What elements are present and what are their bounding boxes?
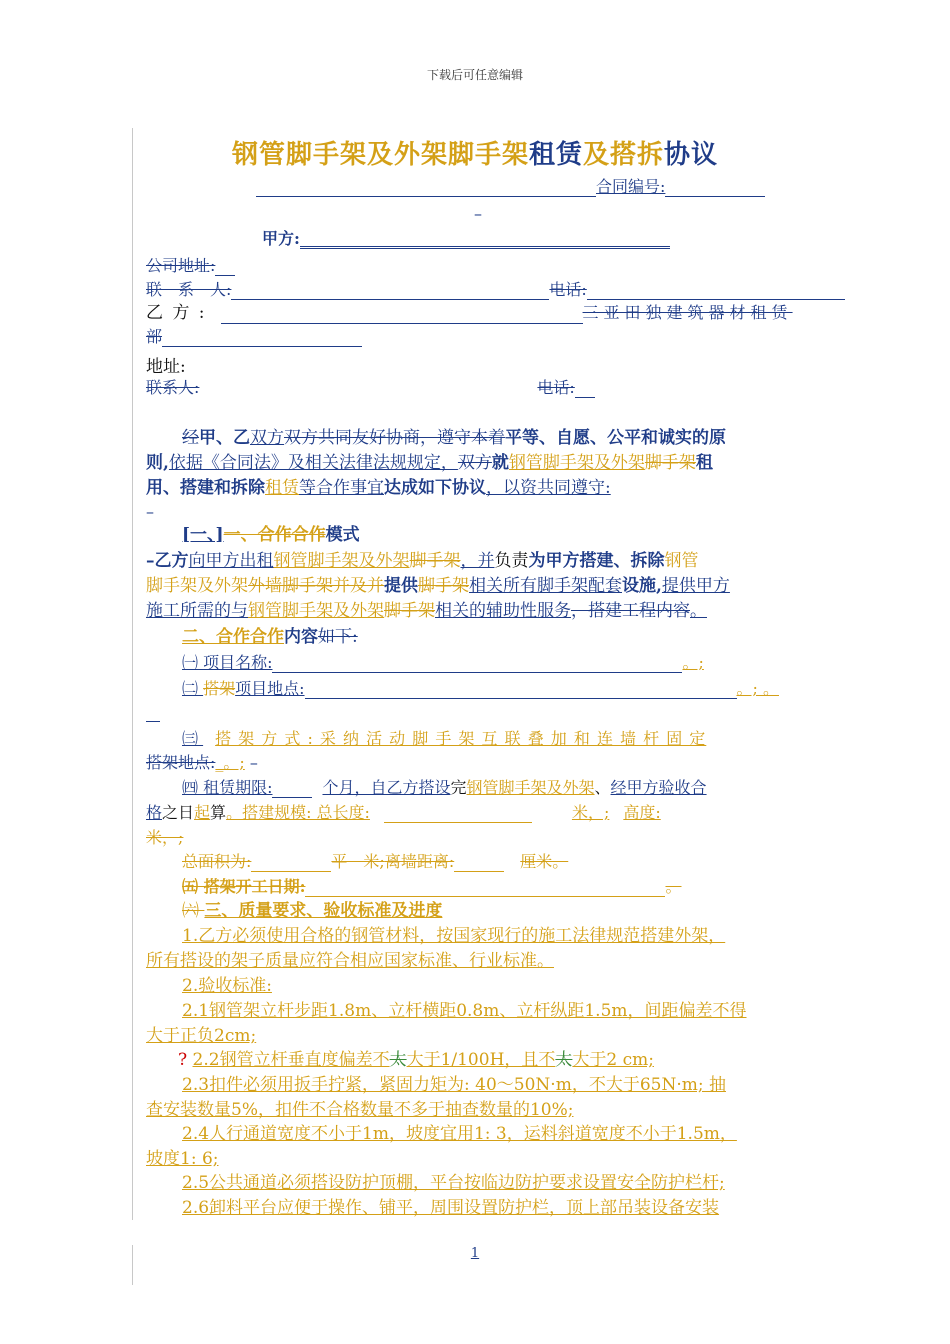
sec1-l3-needed: 施工所需的与 [146,601,248,621]
p22-c: 大于1/100H，且不 [406,1050,556,1070]
item1-blank [272,656,682,673]
sec1-mode: 模式 [325,525,360,545]
item2-dash [146,705,160,722]
sec1-line1 [146,551,699,571]
sec3-p2: 2.验收标准: [182,976,272,996]
sec3-p23a: 2.3扣件必须用扳手拧紧，紧固力矩为: 40～50N·m，不大于65N·m; 抽 [182,1075,726,1095]
sec2-head-a: 二、合作合作 [182,627,284,647]
item1-end: 。; [682,653,704,672]
sec1-fuze: 负责 [494,551,529,571]
sec1-scaffold: 钢管脚手架及外架 [273,551,410,571]
item5-end: 。 [665,877,682,896]
sec1-l2-provide2: 提供甲方 [661,576,730,596]
sec1-heading [182,525,360,545]
title-part3: 及搭拆 [583,140,665,170]
sec1-rent: 向甲方出租 [188,551,274,571]
sec3-p25: 2.5公共通道必须搭设防护顶棚，平台按临边防护要求设置安全防护栏杆; [182,1173,725,1193]
sec1-l2-struck: 外墙脚手架并及并 [248,576,384,596]
item4-comma: 、 [594,778,611,797]
sec1-line3 [146,601,707,621]
para1-principles: 平等、自愿、公平和诚实的原 [505,428,726,448]
contact-row [146,280,845,300]
party-b-dept: 部 [146,327,163,346]
item1-label: ㈠ 项目名称: [182,653,273,672]
sec2-item4c [146,828,183,848]
para1-dash: – [146,502,154,521]
address-label: 地址: [146,357,186,377]
document-title [0,134,950,171]
p22-tai: 太 [389,1050,407,1070]
para1-zulin: 租赁 [265,478,299,498]
para1-shuangfang: 双方 [250,428,284,448]
para1-zu: 租 [695,453,713,473]
contract-number-label: 合同编号: [596,177,666,196]
para1-law: 依据《合同法》及相关法律法规规定， [168,453,458,473]
item4-months: 个月，自乙方搭设 [322,778,451,797]
sec3-heading [182,901,442,921]
contact2-label: 联系人: [146,378,200,397]
para1-matters: 等合作事宜 [299,478,384,498]
para1-jiayi: 甲、乙 [199,428,250,448]
sec2-heading [182,627,358,647]
item3-method: 搭 架 方 式 : 采 纳 活 动 脚 手 架 互 联 叠 加 和 连 墙 杆 固 定 [215,729,707,748]
contract-number-row [256,177,765,197]
item4-ge: 格 [146,803,163,822]
para1-negotiation: 双方共同友好协商，遵守本着 [284,428,505,448]
para1-jiu: 就 [491,453,509,473]
item4-qi: 起 [194,803,211,822]
area-unit: 平 米; [331,852,385,871]
item4-scale: 。搭建规模: 总长度: [226,803,370,822]
sec1-l2-scaffold3: 脚手架 [418,576,469,596]
sec1-l3-content: ，搭建工程内容 [571,601,690,621]
company-address-label: 公司地址: [146,256,216,275]
party-b-name: 三亚田独建筑器材租赁 [582,303,793,322]
contract-number-blank [665,180,765,197]
item5-label: ㈤ 搭架开工日期: [182,877,306,896]
item3-end: _。; [215,753,245,772]
sec1-l3-period: 。 [690,601,707,621]
item4-mi2: 米，; [146,828,184,847]
item2-end: 。; 。 [736,679,779,698]
distance-blank [454,855,504,872]
sec1-struck: 一、合作合作 [223,525,326,545]
para1-scaffold2: 脚手架 [644,453,696,473]
sec3-p26: 2.6卸料平台应便于操作、铺平，周围设置防护栏，顶上部吊装设备安装 [182,1198,720,1218]
sec1-l2-provide: 提供 [384,576,418,596]
sec3-p23b: 查安装数量5%，扣件不合格数量不多于抽查数量的10%; [146,1100,574,1120]
sec2-head-c: 如下: [318,627,358,647]
item5-blank [305,880,665,897]
item2-num: ㈡ [182,679,204,698]
phone-blank [587,283,845,300]
item4-zhiri: 之日 [162,803,195,822]
item2-label: 项目地点: [235,679,305,698]
distance-label: 离墙距离: [384,852,455,871]
sec2-item2 [182,679,779,699]
contract-dash: – [474,204,482,223]
sec3-num: ㈥ [182,901,205,921]
sec3-p22 [178,1050,654,1070]
contact-label: 联 系 人: [146,280,232,299]
left-margin-line [132,128,133,1220]
sec3-p1a: 1.乙方必须使用合格的钢管材料，按国家现行的施工法律规范搭建外架， [182,926,726,946]
p22-tai2: 太 [555,1050,573,1070]
contact2-row [146,378,595,398]
party-b-row [146,302,793,324]
sec1-l3-service: 相关的辅助性服务 [435,601,571,621]
title-part2: 租赁 [528,140,583,170]
para1-jing: 经 [182,428,199,448]
item4-accept: 经甲方验收合 [610,778,707,797]
sec2-item3 [182,729,706,749]
item2-dash-row [146,702,160,722]
para1-line2 [146,453,713,473]
sec2-item4b [146,803,661,823]
item4-length-blank [384,806,532,823]
p22-question: ? [178,1050,188,1070]
sec2-area [182,852,568,872]
sec1-build: 为甲方搭建、拆除 [528,551,665,571]
page-header: 下载后可任意编辑 [426,68,523,82]
item4-scaffold: 钢管脚手架及外架 [466,778,595,797]
title-part1: 钢管脚手架及外架脚手架 [231,140,529,170]
item4-blank [272,781,312,798]
item2-dajia: 搭架 [203,679,236,698]
item3-location: 搭架地点: [146,753,216,772]
sec1-bracket: [一、] [182,525,224,545]
sec1-gangguan: 钢管 [664,551,699,571]
sec2-item3b: 搭架地点:_。; – [146,753,258,772]
item4-wan: 完 [450,778,467,797]
sec1-l3-scaffold: 钢管脚手架及外架 [248,601,384,621]
p22-a: 2.2钢管立杆垂直度偏差不 [192,1050,390,1070]
sec2-item4 [182,778,707,798]
para1-shuangfang2: 双方 [457,453,492,473]
party-b-dept-row [146,327,362,347]
item3-num: ㈢ [182,729,204,748]
title-part4: 协议 [664,140,719,170]
sec1-yifang: –乙方 [146,551,189,571]
para1-use: 用、搭建和拆除 [146,478,265,498]
party-a-label: 甲方: [262,229,300,248]
party-a-blank [300,230,670,249]
contact-blank [231,283,549,300]
para1-line1 [182,428,726,448]
party-b-dept-blank [162,330,362,347]
sec1-l2-facilities: 设施, [622,576,662,596]
para1-comply: ，以资共同遵守: [486,478,611,498]
sec3-p21b: 大于正负2cm; [146,1026,257,1046]
phone-label: 电话: [549,280,587,299]
item4-height: 高度: [623,803,661,822]
sec1-bing: ，并 [460,551,495,571]
phone2-label: 电话: [537,378,575,397]
sec3-p1b: 所有搭设的架子质量应符合相应国家标准、行业标准。 [146,951,554,971]
sec1-l2-scaffold: 脚手架及外架 [146,576,248,596]
sec3-p24a: 2.4人行通道宽度不小于1m，坡度宜用1: 3，运料斜道宽度不小于1.5m， [182,1124,737,1144]
party-b-blank [221,307,583,324]
sec3-title: 三、质量要求、验收标准及进度 [204,901,443,921]
page-number: 1 [470,1246,480,1261]
para1-line3 [146,478,611,498]
phone2-blank [575,381,595,398]
area-label: 总面积为: [182,852,252,871]
company-address-blank [215,259,235,276]
para1-ze: 则, [146,453,169,473]
sec1-l3-scaffold2: 脚手架 [384,601,435,621]
area-blank [251,855,331,872]
contract-blank [256,180,596,197]
item4-label: ㈣ 租赁期限: [182,778,273,797]
distance-unit: 厘米。 [520,852,569,871]
sec2-item5 [182,877,682,897]
sec2-item1 [182,653,704,673]
sec1-l2-related: 相关所有脚手架配套 [469,576,622,596]
sec2-head-b: 内容 [284,627,318,647]
party-a-row [262,229,670,249]
p22-e: 大于2 cm; [572,1050,654,1070]
item4-mi: 米，; [571,803,610,822]
sec3-p24b: 坡度1: 6; [146,1149,219,1169]
para1-scaffold: 钢管脚手架及外架 [508,453,645,473]
party-b-label: 乙 方 : [146,303,207,323]
para1-agree: 达成如下协议 [384,478,486,498]
company-address [146,256,235,276]
item4-suan: 算 [210,803,227,822]
sec3-p21a: 2.1钢管架立杆步距1.8m、立杆横距0.8m、立杆纵距1.5m，间距偏差不得 [182,1001,747,1021]
sec1-scaffold2: 脚手架 [409,551,461,571]
sec1-line2 [146,576,730,596]
item2-blank [305,682,737,699]
